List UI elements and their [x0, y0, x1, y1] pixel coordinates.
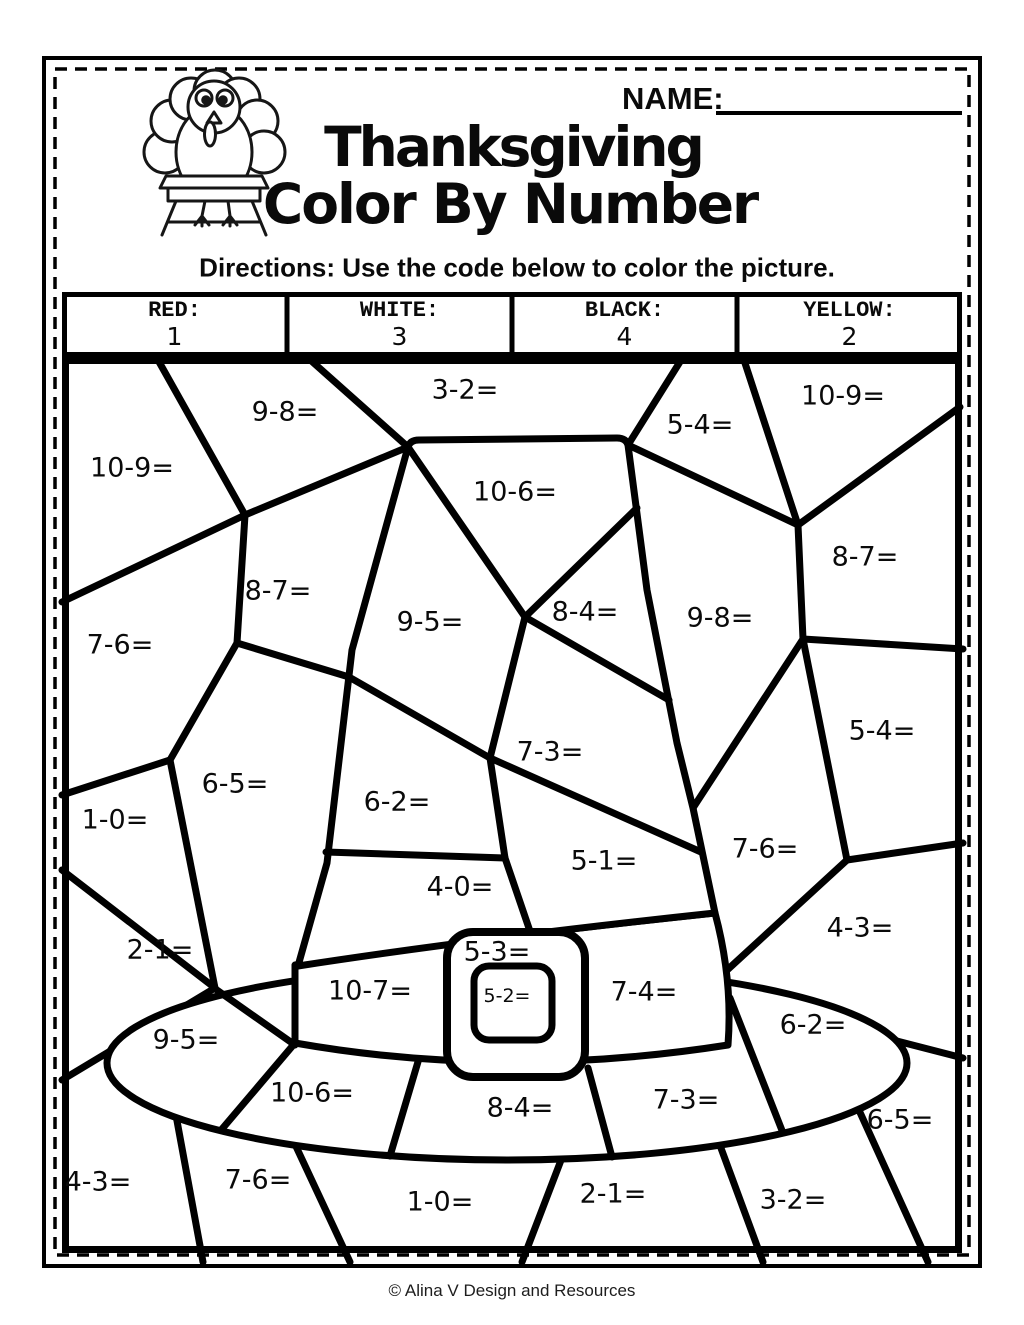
region-label: 6-5= — [201, 768, 269, 800]
region-label: 5-4= — [848, 715, 916, 747]
region-label: 8-4= — [551, 596, 619, 628]
code-color-number: 1 — [166, 321, 183, 351]
code-color-number: 4 — [616, 321, 633, 351]
region-label: 8-7= — [831, 541, 899, 573]
region-label: 9-5= — [152, 1024, 220, 1056]
region-label: 4-0= — [426, 871, 494, 903]
region-label: 7-3= — [652, 1084, 720, 1116]
code-color-label: WHITE: — [359, 298, 440, 324]
region-label: 5-2= — [483, 985, 531, 1007]
code-cell-red — [62, 292, 287, 357]
name-label: NAME: — [622, 81, 724, 116]
page-title-line1: Thanksgiving — [324, 115, 702, 179]
region-label: 8-7= — [244, 575, 312, 607]
region-label: 7-6= — [86, 629, 154, 661]
color-code-table — [62, 292, 962, 357]
region-label: 9-8= — [251, 396, 319, 428]
region-label: 1-0= — [406, 1186, 474, 1218]
region-label: 4-3= — [826, 912, 894, 944]
region-label: 10-6= — [473, 476, 557, 508]
region-label: 6-2= — [779, 1009, 847, 1041]
region-label: 6-5= — [866, 1104, 934, 1136]
code-color-label: RED: — [148, 298, 201, 324]
region-label: 2-1= — [126, 934, 194, 966]
region-label: 10-6= — [270, 1077, 354, 1109]
region-label: 6-2= — [363, 786, 431, 818]
code-color-label: YELLOW: — [803, 298, 896, 324]
region-label: 8-4= — [486, 1092, 554, 1124]
region-label: 10-7= — [328, 975, 412, 1007]
region-label: 4-3= — [64, 1166, 132, 1198]
directions-text: Directions: Use the code below to color the picture. — [199, 252, 835, 283]
region-label: 7-4= — [610, 976, 678, 1008]
code-color-number: 2 — [841, 321, 858, 351]
code-cell-yellow — [737, 292, 962, 357]
code-cell-black — [512, 292, 737, 357]
code-color-label: BLACK: — [584, 298, 665, 324]
region-label: 3-2= — [759, 1184, 827, 1216]
code-cell-white — [287, 292, 512, 357]
region-label: 7-6= — [731, 833, 799, 865]
region-label: 3-2= — [431, 374, 499, 406]
region-label: 2-1= — [579, 1178, 647, 1210]
page-title-line2: Color By Number — [262, 172, 758, 236]
region-label: 10-9= — [90, 452, 174, 484]
region-label: 7-6= — [224, 1164, 292, 1196]
footer-credit: © Alina V Design and Resources — [388, 1281, 636, 1300]
region-label: 7-3= — [516, 736, 584, 768]
code-color-number: 3 — [391, 321, 408, 351]
region-label: 9-8= — [686, 602, 754, 634]
region-label: 10-9= — [801, 380, 885, 412]
region-label: 5-4= — [666, 409, 734, 441]
region-label: 1-0= — [81, 804, 149, 836]
region-label: 5-1= — [570, 845, 638, 877]
region-label: 5-3= — [463, 936, 531, 968]
region-label: 9-5= — [396, 606, 464, 638]
